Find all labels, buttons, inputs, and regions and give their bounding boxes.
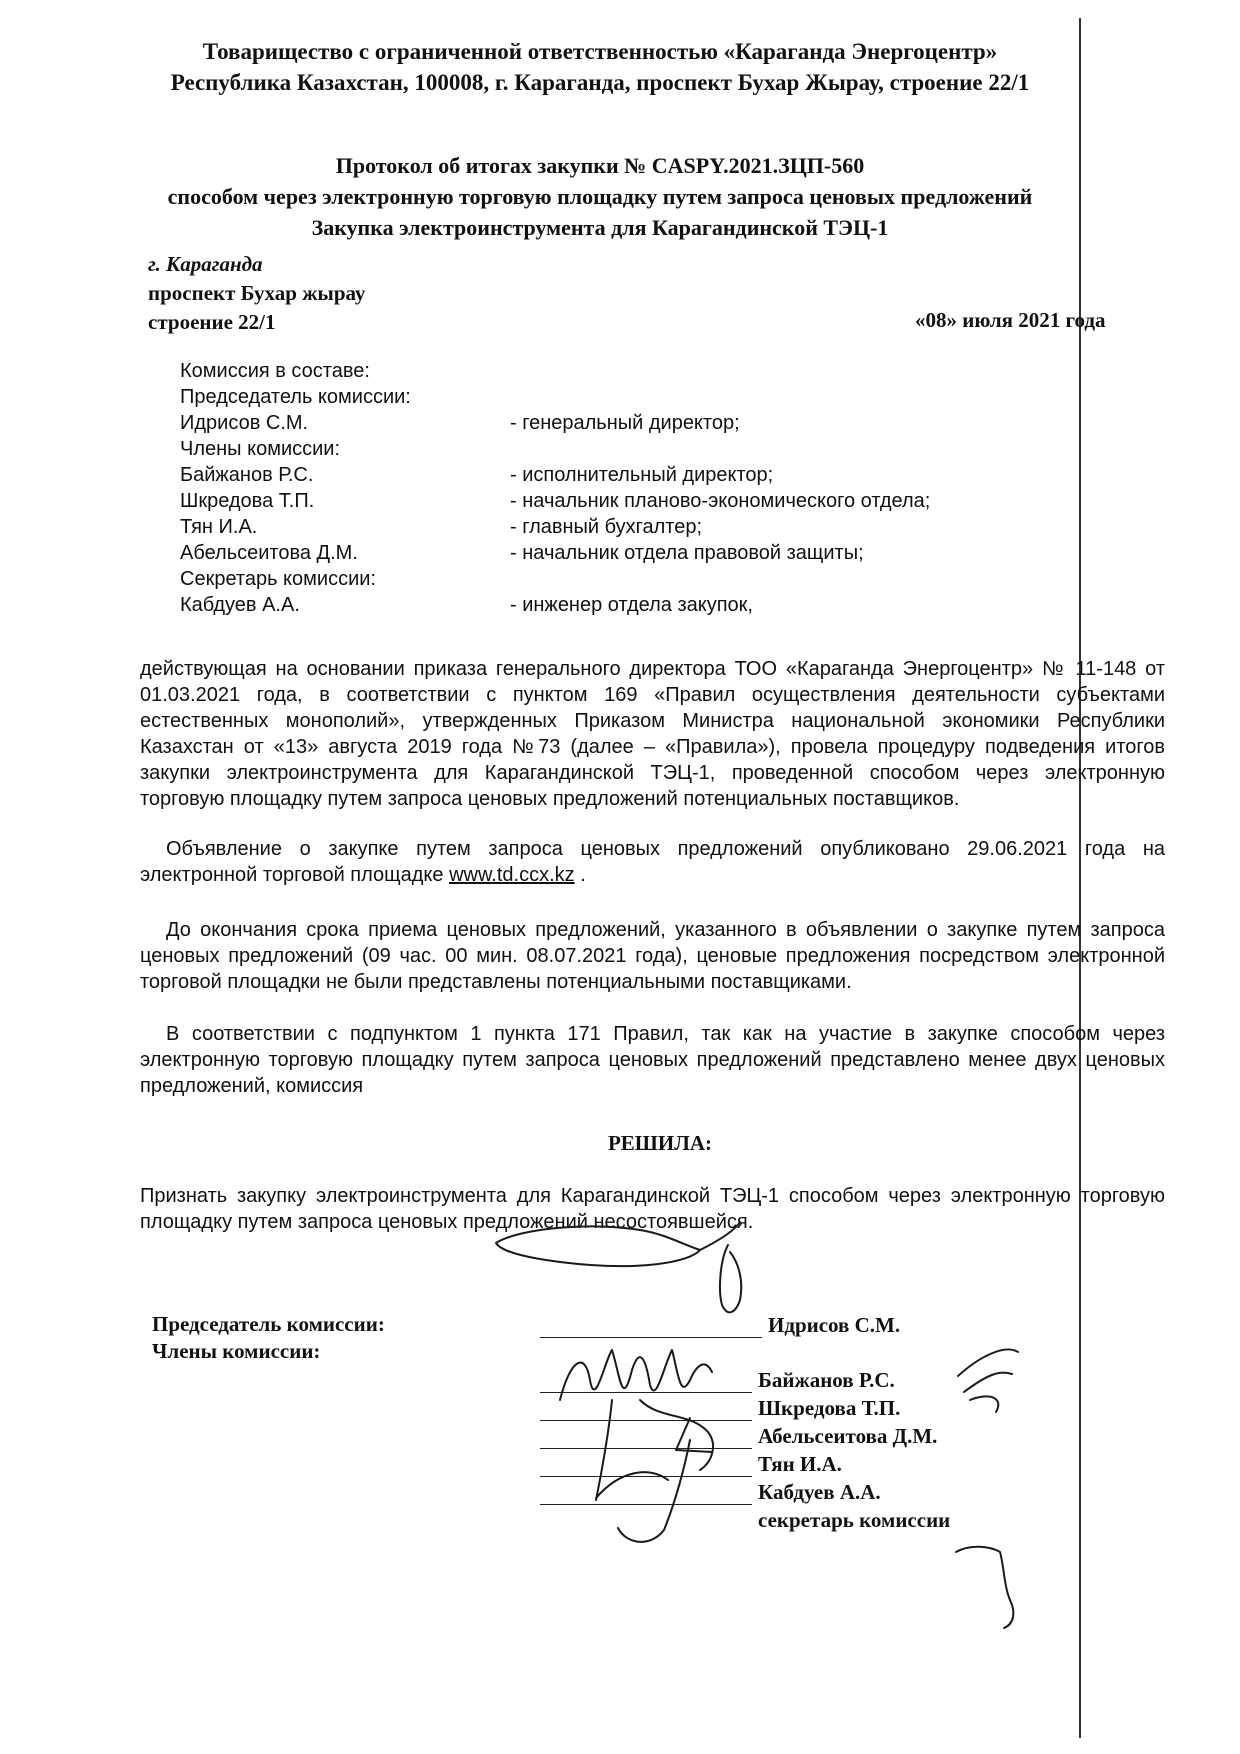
commission-row: [180, 540, 1040, 566]
commission-row: [180, 592, 1040, 618]
member-role: - генеральный директор;: [510, 412, 740, 434]
commission-list: [180, 358, 1040, 618]
paragraph-rule: В соответствии с подпунктом 1 пункта 171 Правил, так как на участие в закупке способом через электронную торговую площадку путем запроса ценовых предложений представлено менее двух ценовых предложений, комиссия: [140, 1023, 1165, 1097]
org-address: Республика Казахстан, 100008, г. Караганда, проспект Бухар Жырау, строение 22/1: [170, 70, 1030, 95]
paragraph-deadline: До окончания срока приема ценовых предложений, указанного в объявлении о закупке путем запроса ценовых предложений (09 час. 00 мин. 08.07.2021 года), ценовые предложения посредством электронной торговой площадки не были представлены потенциальными поставщиками.: [140, 919, 1165, 993]
members-heading: Члены комиссии:: [180, 438, 341, 460]
chair-signature: [496, 1222, 741, 1312]
chair-signature-label: Председатель комиссии:: [152, 1312, 385, 1336]
decision-heading: РЕШИЛА:: [607, 1131, 713, 1155]
commission-intro: Комиссия в составе:: [180, 360, 370, 382]
member-name: Шкредова Т.П.: [180, 490, 315, 512]
signatory-name: Тян И.А.: [758, 1452, 842, 1476]
member-signature-line: [540, 1504, 752, 1505]
protocol-number: Протокол об итогах закупки № CASPY.2021.ЗЦП-560: [335, 153, 865, 178]
member-name: Идрисов С.М.: [180, 412, 309, 434]
chair-signature-name: Идрисов С.М.: [768, 1313, 901, 1337]
chair-signature-line: [540, 1337, 762, 1338]
signatory-name: Абельсеитова Д.М.: [758, 1424, 938, 1448]
signatory-name: Кабдуев А.А.: [758, 1480, 881, 1504]
signature-labels: [152, 1311, 385, 1365]
member-signature-line: [540, 1392, 752, 1393]
member-signature-scribble-4: [958, 1349, 1018, 1412]
member-name: Кабдуев А.А.: [180, 594, 300, 616]
place-street: проспект Бухар жырау: [148, 281, 366, 305]
members-signature-label: Члены комиссии:: [152, 1339, 321, 1363]
signatory-name: Байжанов Р.С.: [758, 1368, 895, 1392]
protocol-date: «08» июля 2021 года: [915, 308, 1106, 332]
paragraph-basis: действующая на основании приказа генерального директора ТОО «Караганда Энергоцентр» № 11-148 от 01.03.2021 года, в соответствии с пунктом 169 «Правил осуществления деятельности субъектами естественных монополий», утвержденных Приказом Министра национальной экономики Республики Казахстан от «13» августа 2019 года №73 (далее – «Правила»), провела процедуру подведения итогов закупки электроинструмента для Карагандинской ТЭЦ-1, проведенной способом через электронную торговую площадку путем запроса ценовых предложений потенциальных поставщиков.: [140, 658, 1165, 810]
protocol-subject: Закупка электроинструмента для Карагандинской ТЭЦ-1: [311, 215, 889, 240]
member-signature-names: [758, 1366, 950, 1534]
commission-row: [180, 462, 1040, 488]
organization-header: [150, 36, 1050, 98]
member-name: Тян И.А.: [180, 516, 258, 538]
member-role: - инженер отдела закупок,: [510, 594, 753, 616]
secretary-signature: [956, 1547, 1013, 1628]
member-role: - начальник планово-экономического отдела;: [510, 490, 931, 512]
announcement-end: .: [574, 864, 586, 886]
signatory-name: Шкредова Т.П.: [758, 1396, 901, 1420]
secretary-heading: Секретарь комиссии:: [180, 568, 376, 590]
place-city: г. Караганда: [148, 252, 263, 276]
org-name: Товарищество с ограниченной ответственностью «Караганда Энергоцентр»: [202, 39, 998, 64]
protocol-title: [120, 150, 1080, 243]
place-block: [148, 250, 365, 337]
member-role: - начальник отдела правовой защиты;: [510, 542, 864, 564]
member-signature-line: [540, 1420, 752, 1421]
protocol-method: способом через электронную торговую площадку путем запроса ценовых предложений: [167, 184, 1033, 209]
secretary-caption: секретарь комиссии: [758, 1508, 951, 1532]
paragraph-decision: Признать закупку электроинструмента для Карагандинской ТЭЦ-1 способом через электронную торговую площадку путем запроса ценовых предложений несостоявшейся.: [140, 1185, 1165, 1233]
member-signature-line: [540, 1448, 752, 1449]
commission-row: [180, 514, 1040, 540]
announcement-text: Объявление о закупке путем запроса ценовых предложений опубликовано 29.06.2021 года на электронной торговой площадке: [140, 838, 1165, 886]
commission-row: [180, 488, 1040, 514]
place-building: строение 22/1: [148, 310, 276, 334]
member-signature-line: [540, 1476, 752, 1477]
member-role: - главный бухгалтер;: [510, 516, 703, 538]
member-name: Абельсеитова Д.М.: [180, 542, 358, 564]
member-signature-scribble-3: [596, 1400, 668, 1500]
commission-row: [180, 410, 1040, 436]
chair-heading: Председатель комиссии:: [180, 386, 411, 408]
paragraph-announcement: [140, 836, 1165, 888]
platform-link[interactable]: www.td.ccx.kz: [449, 864, 575, 886]
member-signature-scribble-2: [618, 1400, 713, 1542]
member-role: - исполнительный директор;: [510, 464, 774, 486]
member-name: Байжанов Р.С.: [180, 464, 314, 486]
